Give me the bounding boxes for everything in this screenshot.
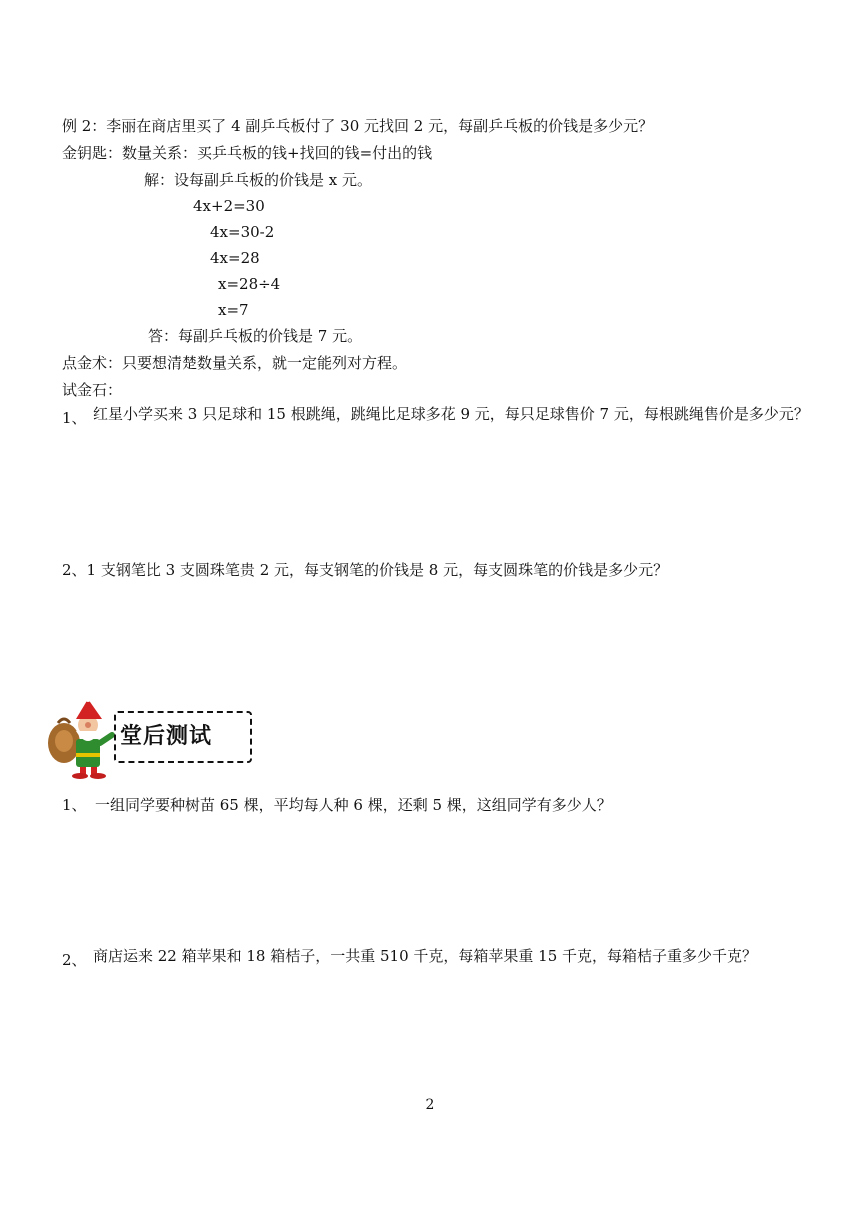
test-q1-text: 一组同学要种树苗 65 棵，平均每人种 6 棵，还剩 5 棵，这组同学有多少人？ <box>95 796 612 814</box>
practice-q1-text: 红星小学买来 3 只足球和 15 根跳绳，跳绳比足球多花 9 元，每只足球售价 7 元，每根跳绳售价是多少元？ <box>93 405 809 423</box>
practice-heading: 试金石： <box>62 381 123 399</box>
answer: 答：每副乒乓板的价钱是 7 元。 <box>148 327 363 345</box>
equation-step: 4x=30-2 <box>210 223 275 241</box>
banner-title: 堂后测试 <box>120 724 213 749</box>
practice-q2: 2、1 支钢笔比 3 支圆珠笔贵 2 元，每支钢笔的价钱是 8 元，每支圆珠笔的价钱是多少元？ <box>62 561 669 579</box>
solution-intro: 解：设每副乒乓板的价钱是 x 元。 <box>144 171 372 189</box>
equation-step: 4x+2=30 <box>193 197 265 215</box>
page-number: 2 <box>425 1097 435 1113</box>
equation-step: x=7 <box>218 301 249 319</box>
key-relation: 金钥匙：数量关系：买乒乓板的钱+找回的钱=付出的钱 <box>62 144 433 162</box>
equation-step: x=28÷4 <box>218 275 281 293</box>
test-q2-text: 商店运来 22 箱苹果和 18 箱桔子，一共重 510 千克，每箱苹果重 15 千克，每箱桔子重多少千克？ <box>93 947 758 965</box>
equation-step: 4x=28 <box>210 249 260 267</box>
test-q2-number: 2、 <box>62 951 87 969</box>
test-q1-number: 1、 <box>62 796 87 814</box>
elf-mascot-icon <box>42 695 122 780</box>
example-problem: 例 2：李丽在商店里买了 4 副乒乓板付了 30 元找回 2 元，每副乒乓板的价钱是多少元？ <box>62 117 654 135</box>
practice-q1-number: 1、 <box>62 409 87 427</box>
section-banner <box>42 695 254 780</box>
tip: 点金术：只要想清楚数量关系，就一定能列对方程。 <box>62 354 408 372</box>
